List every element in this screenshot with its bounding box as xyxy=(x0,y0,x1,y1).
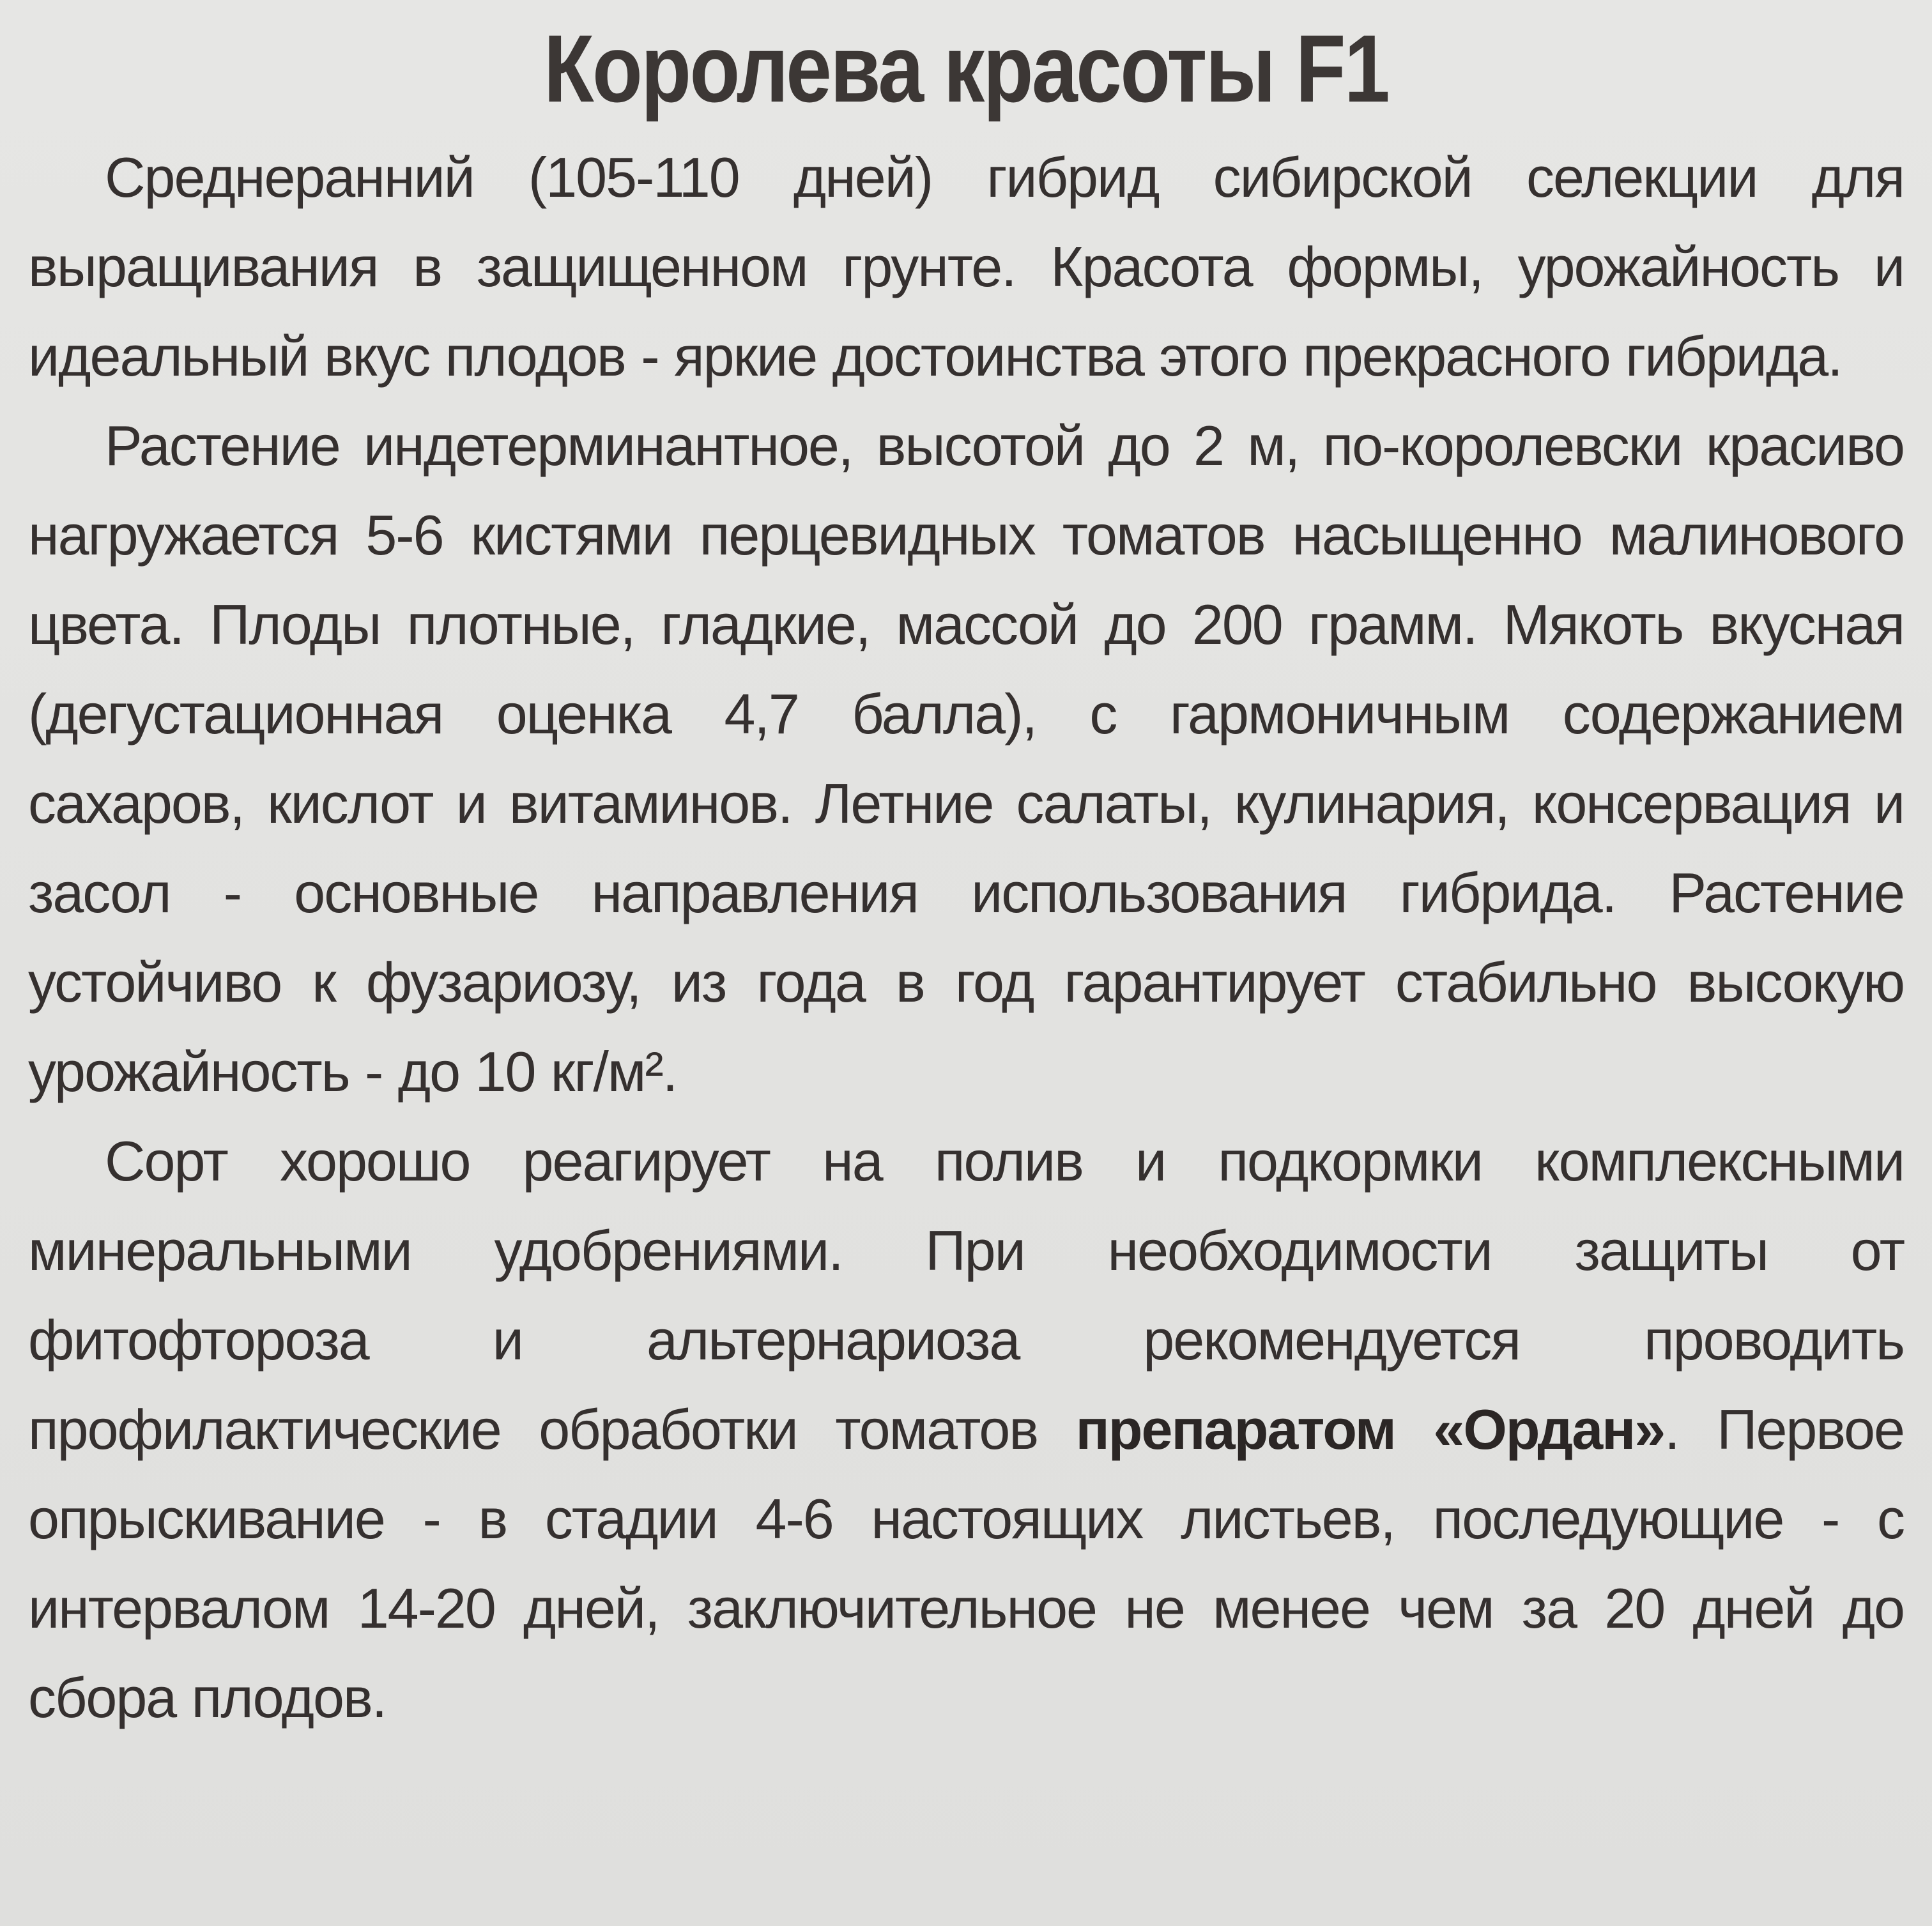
product-title: Королева красоты F1 xyxy=(543,15,1389,122)
description-paragraph-2: Растение индетерминантное, высотой до 2 м, по-королевски красиво нагружается 5-6 кистями перцевидных томатов насыщенно малинового цвета. Плоды плотные, гладкие, массой до 200 грамм. Мякоть вкусная (дегустационная оценка 4,7 балла), с гармоничным содержанием сахаров, кислот и витаминов. Летние салаты, кулинария, консервация и засол - основные направления использования гибрида. Растение устойчиво к фузариозу, из года в год гарантирует стабильно высокую урожайность - до 10 кг/м². xyxy=(28,414,1904,1103)
product-recommendation-emphasis: препаратом «Ордан» xyxy=(1075,1398,1665,1461)
description-paragraph-3 xyxy=(28,1117,1904,1743)
paragraph-3-text-start: Сорт хорошо реагирует на полив и подкормки комплексными минеральными удобрениями. При необходимости защиты от фитофтороза и альтернариоза рекомендуется проводить профилактические обработки томатов xyxy=(28,1129,1904,1461)
paragraph-3-text-end: . Первое опрыскивание - в стадии 4-6 настоящих листьев, последующие - с интервалом 14-20 дней, заключительное не менее чем за 20 дней до сбора плодов. xyxy=(28,1398,1904,1729)
description-paragraph-1: Среднеранний (105-110 дней) гибрид сибирской селекции для выращивания в защищенном грунте. Красота формы, урожайность и идеальный вкус плодов - яркие достоинства этого прекрасного гибрида. xyxy=(28,146,1904,388)
